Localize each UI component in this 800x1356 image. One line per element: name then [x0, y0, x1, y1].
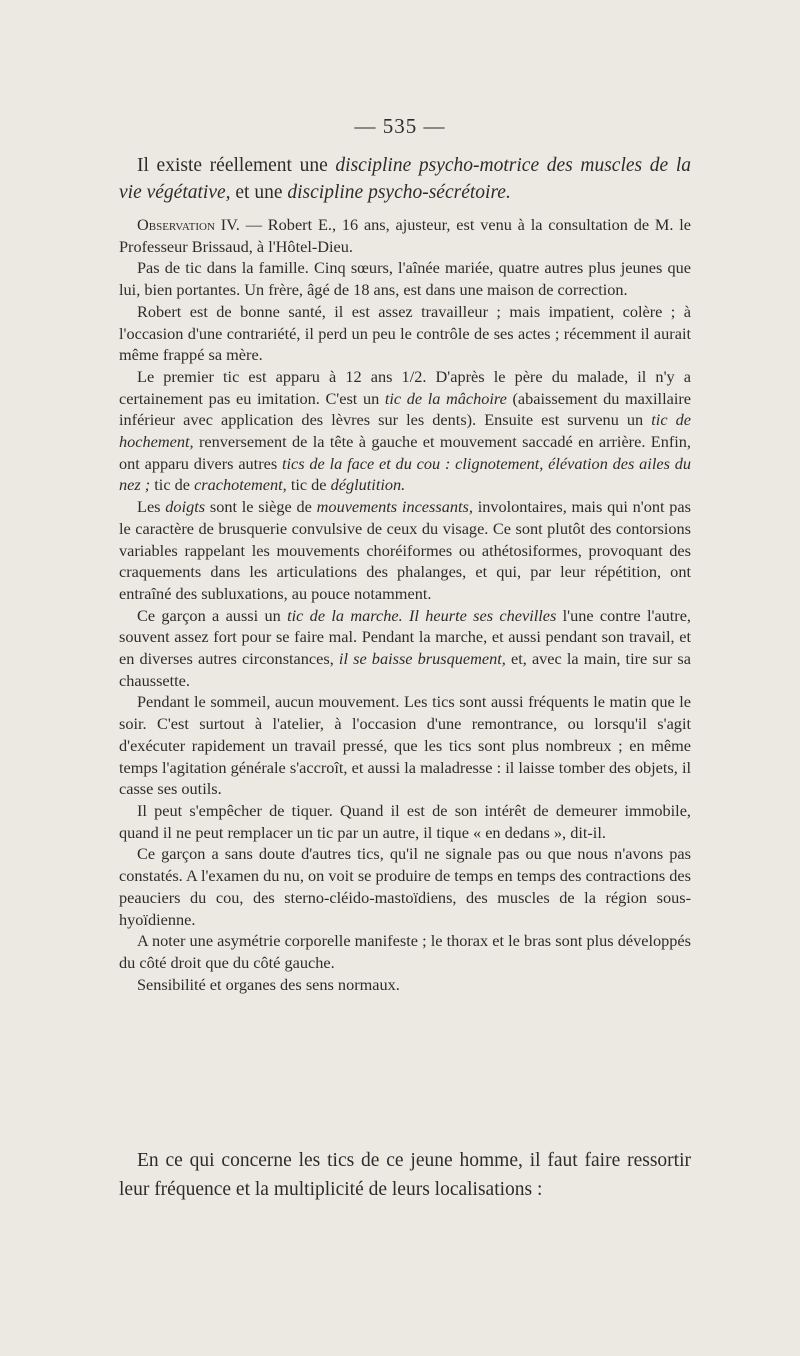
intro-italic-2: discipline psycho-sécrétoire. [287, 182, 511, 203]
obs-paragraph-9: Ce garçon a sans doute d'autres tics, qu'il ne signale pas ou que nous n'avons pas constatés. A l'examen du nu, on voit se produire de temps en temps des contractions des peauciers du cou, des sterno-cléido-mastoïdiens, des muscles de la région sous-hyoïdienne. [119, 844, 691, 929]
intro-text-2: et une [230, 182, 288, 203]
obs-paragraph-10: A noter une asymétrie corporelle manifeste ; le thorax et le bras sont plus développés du côté droit que du côté gauche. [119, 931, 691, 972]
intro-italic-1: discipline psycho-motrice des muscles de la vie végétative, [119, 155, 691, 203]
obs-paragraph-2: Pas de tic dans la famille. Cinq sœurs, l'aînée mariée, quatre autres plus jeunes que lui, bien portantes. Un frère, âgé de 18 ans, est dans une maison de correction. [119, 258, 691, 300]
obs-paragraph-7: Pendant le sommeil, aucun mouvement. Les tics sont aussi fréquents le matin que le soir. C'est surtout à l'atelier, à l'occasion d'une remontrance, ou lorsqu'il s'agit d'exécuter rapidement un travail pressé, que les tics sont plus nombreux ; en même temps l'agitation générale s'accroît, et aussi la maladresse : il laisse tomber des objets, il casse ses outils. [119, 692, 691, 799]
observation-label: Observation IV. [137, 215, 240, 234]
conclusion-paragraph: En ce qui concerne les tics de ce jeune homme, il faut faire ressortir leur fréquence et la multiplicité de leurs localisations : [119, 1150, 691, 1200]
obs-paragraph-5: Les doigts sont le siège de mouvements incessants, involontaires, mais qui n'ont pas le caractère de brusquerie convulsive de ceux du visage. Ce sont plutôt des contorsions variables rappelant les mouvements choréiformes ou athétosiformes, provoquant des craquements dans les articulations des phalanges, et qui, par leur répétition, ont entraîné des subluxations, au pouce notamment. [119, 497, 691, 603]
obs-paragraph-6: Ce garçon a aussi un tic de la marche. Il heurte ses chevilles l'une contre l'autre, souvent assez fort pour se faire mal. Pendant la marche, et aussi pendant son travail, et en diverses autres circonstances, il se baisse brusquement, et, avec la main, tire sur sa chaussette. [119, 605, 692, 690]
obs-paragraph-11: Sensibilité et organes des sens normaux. [137, 974, 400, 994]
obs-paragraph-4: Le premier tic est apparu à 12 ans 1/2. D'après le père du malade, il n'y a certainement pas eu imitation. C'est un tic de la mâchoire (abaissement du maxillaire inférieur avec application des lèvres sur les dents). Ensuite est survenu un tic de hochement, renversement de la tête à gauche et mouvement saccadé en arrière. Enfin, ont apparu divers autres tics de la face et du cou : clignotement, élévation des ailes du nez ; tic de crachotement, tic de déglutition. [119, 366, 692, 495]
obs-paragraph-3: Robert est de bonne santé, il est assez travailleur ; mais impatient, colère ; à l'occasion d'une contrariété, il perd un peu le contrôle de ses actes ; récemment il aurait même frappé sa mère. [119, 301, 691, 365]
page-number: — 535 — [354, 114, 446, 138]
intro-text-1: Il existe réellement une [137, 155, 336, 176]
intro-paragraph [119, 152, 691, 206]
obs-paragraph-8: Il peut s'empêcher de tiquer. Quand il est de son intérêt de demeurer immobile, quand il ne peut remplacer un tic par un autre, il tique « en dedans », dit-il. [119, 800, 691, 842]
obs-paragraph-1: Observation IV. — Robert E., 16 ans, ajusteur, est venu à la consultation de M. le Professeur Brissaud, à l'Hôtel-Dieu. [119, 215, 691, 256]
observation-block [119, 214, 691, 995]
